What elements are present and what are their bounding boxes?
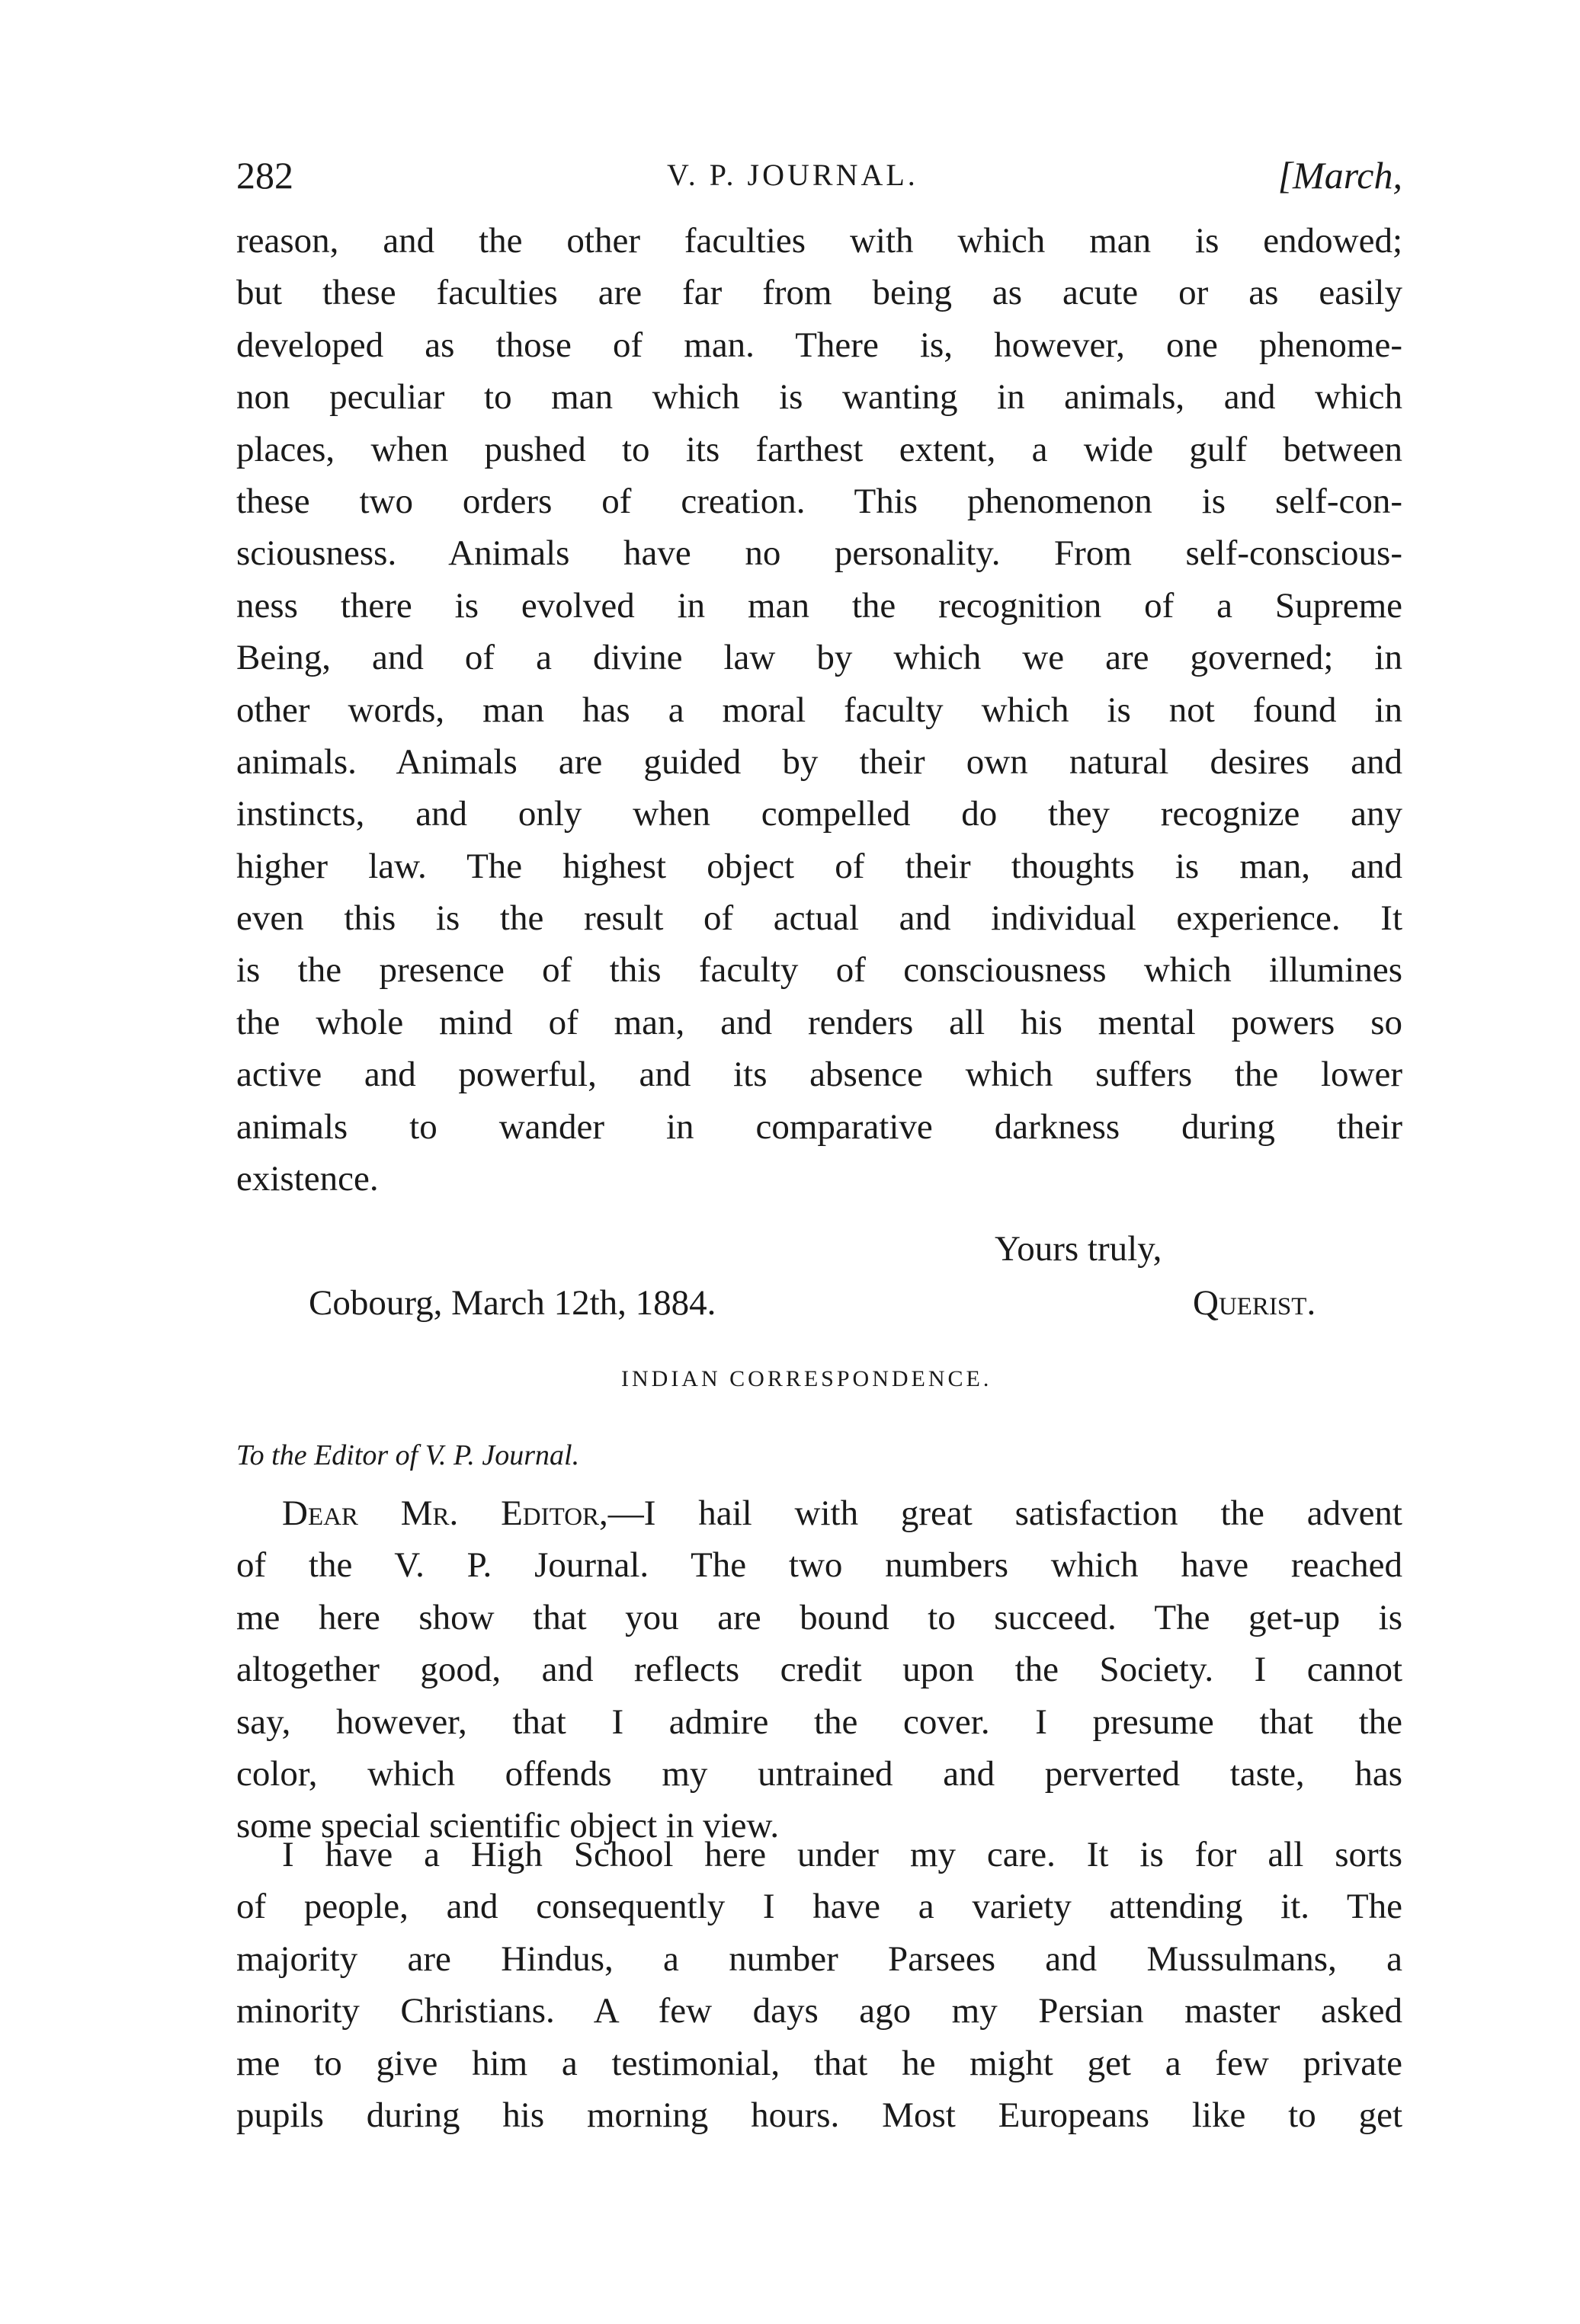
- letter-indian-paragraph-2: [236, 1829, 1402, 2141]
- journal-title: V. P. JOURNAL.: [667, 158, 918, 192]
- text-line: these two orders of creation. This phenomenon is self-con-: [236, 481, 1402, 521]
- running-head: [236, 149, 1402, 202]
- letter-indian-paragraph-1: [236, 1487, 1402, 1852]
- text-line: Being, and of a divine law by which we are governed; in: [236, 638, 1402, 678]
- text-line: animals to wander in comparative darkness during their: [236, 1106, 1402, 1147]
- section-heading: INDIAN CORRESPONDENCE.: [621, 1366, 992, 1391]
- text-line: altogether good, and reflects credit upon the Society. I cannot: [236, 1650, 1402, 1690]
- text-line: animals. Animals are guided by their own natural desires and: [236, 741, 1402, 782]
- text-line: minority Christians. A few days ago my Persian master asked: [236, 1991, 1402, 2031]
- text-line: existence.: [236, 1159, 379, 1199]
- text-line: sciousness. Animals have no personality. From self-conscious-: [236, 533, 1402, 574]
- text-line: the whole mind of man, and renders all his mental powers so: [236, 1002, 1402, 1042]
- text-line: is the presence of this faculty of consciousness which illumines: [236, 950, 1402, 991]
- text-line: but these faculties are far from being as acute or as easily: [236, 273, 1402, 313]
- text-line: developed as those of man. There is, however, one phenome-: [236, 325, 1402, 365]
- text-line: higher law. The highest object of their thoughts is man, and: [236, 846, 1402, 886]
- text-line: active and powerful, and its absence which suffers the lower: [236, 1055, 1402, 1095]
- text-line: places, when pushed to its farthest extent, a wide gulf between: [236, 429, 1402, 469]
- page-number: 282: [236, 154, 293, 197]
- text-line: of people, and consequently I have a variety attending it. The: [236, 1887, 1402, 1927]
- text-line: say, however, that I admire the cover. I presume that the: [236, 1701, 1402, 1742]
- running-head-month: [March,: [1277, 154, 1402, 197]
- text-line-content: —I hail with great satisfaction the advent: [607, 1493, 1402, 1533]
- text-line: color, which offends my untrained and perverted taste, has: [236, 1753, 1402, 1794]
- letter-salutation: Dear Mr. Editor,: [282, 1493, 608, 1533]
- letter-address: To the Editor of V. P. Journal.: [236, 1439, 580, 1471]
- text-line: I have a High School here under my care. It is for all sorts: [282, 1835, 1402, 1874]
- text-line: non peculiar to man which is wanting in animals, and which: [236, 377, 1402, 418]
- text-line: majority are Hindus, a number Parsees and Mussulmans, a: [236, 1938, 1402, 1979]
- text-line: other words, man has a moral faculty which is not found in: [236, 690, 1402, 730]
- text-line: instincts, and only when compelled do they recognize any: [236, 794, 1402, 834]
- text-line: pupils during his morning hours. Most Europeans like to get: [236, 2095, 1402, 2135]
- letter-signature: Querist.: [1193, 1283, 1316, 1323]
- letter-dateline: Cobourg, March 12th, 1884.: [309, 1283, 716, 1323]
- text-line: [236, 1487, 1402, 1539]
- letter-closing: Yours truly,: [995, 1229, 1162, 1269]
- text-line: of the V. P. Journal. The two numbers which have reached: [236, 1545, 1402, 1586]
- letter-querist-body: [236, 215, 1402, 1205]
- text-line: reason, and the other faculties with which man is endowed;: [236, 221, 1402, 261]
- text-line: me to give him a testimonial, that he might get a few private: [236, 2043, 1402, 2083]
- text-line: me here show that you are bound to succeed. The get-up is: [236, 1597, 1402, 1637]
- text-line: even this is the result of actual and individual experience. It: [236, 898, 1402, 939]
- text-line: ness there is evolved in man the recognition of a Supreme: [236, 585, 1402, 626]
- text-line: some special scientific object in view.: [236, 1806, 780, 1846]
